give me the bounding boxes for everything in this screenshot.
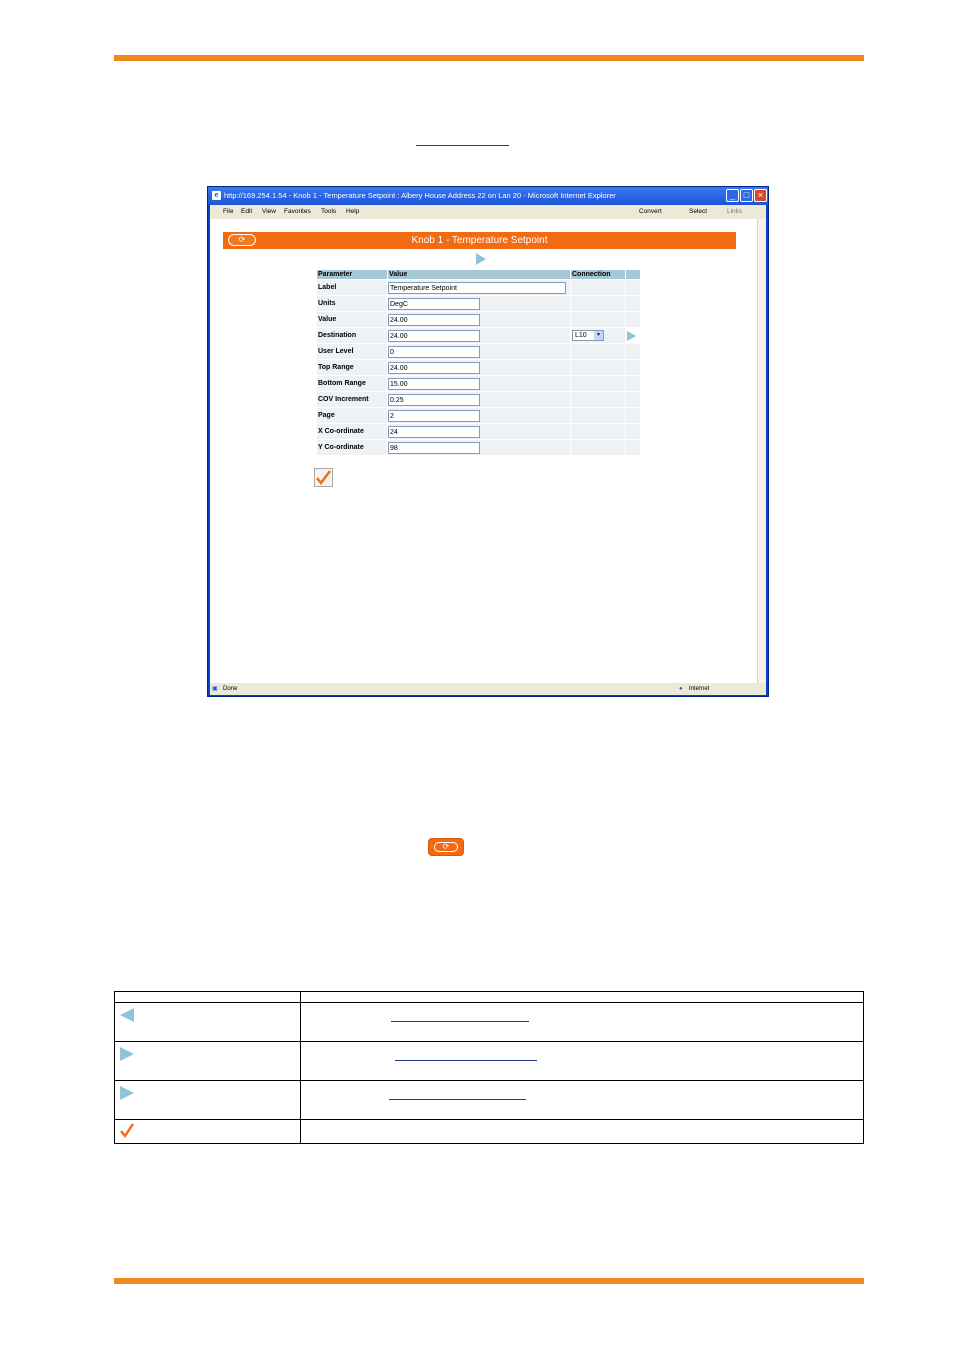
destination-input[interactable]: 24.00 <box>388 330 480 342</box>
checkmark-icon <box>119 1122 135 1138</box>
status-page-icon: ▣ <box>212 686 218 692</box>
legend-row <box>115 1003 864 1042</box>
bottom-range-input[interactable]: 15.00 <box>388 378 480 390</box>
header-extra <box>626 270 640 279</box>
right-arrow-icon <box>119 1085 135 1101</box>
legend-row <box>115 1120 864 1144</box>
refresh-icon[interactable]: ⟳ <box>228 234 256 246</box>
banner-title: Knob 1 - Temperature Setpoint <box>411 235 548 246</box>
table-row <box>317 392 640 407</box>
legend-table <box>114 991 864 1144</box>
table-row <box>317 296 640 311</box>
bottom-accent-rule <box>114 1278 864 1284</box>
table-row <box>317 344 640 359</box>
page-content <box>210 219 766 683</box>
legend-row <box>115 1081 864 1120</box>
right-arrow-icon[interactable] <box>627 331 636 341</box>
menu-help[interactable]: Help <box>346 208 360 215</box>
row-label: Value <box>317 312 387 327</box>
legend-link[interactable] <box>395 1060 537 1061</box>
page-input[interactable]: 2 <box>388 410 480 422</box>
y-coordinate-input[interactable]: 98 <box>388 442 480 454</box>
menu-edit[interactable]: Edit <box>241 208 253 215</box>
vertical-scrollbar[interactable] <box>757 219 766 683</box>
table-row <box>317 408 640 423</box>
right-arrow-icon[interactable] <box>476 253 486 265</box>
row-label: Units <box>317 296 387 311</box>
browser-window <box>207 186 769 697</box>
menu-file[interactable]: File <box>223 208 234 215</box>
menu-favorites[interactable]: Favorites <box>284 208 311 215</box>
checkmark-icon <box>315 469 332 486</box>
row-label: COV Increment <box>317 392 387 407</box>
top-accent-rule <box>114 55 864 61</box>
connection-selected: L10 <box>575 332 587 339</box>
row-label: Page <box>317 408 387 423</box>
refresh-icon: ⟳ <box>428 838 464 856</box>
header-parameter: Parameter <box>317 270 387 279</box>
title-bar <box>208 187 768 205</box>
table-header-row <box>317 270 640 279</box>
table-row <box>317 376 640 391</box>
parameter-table <box>316 269 641 456</box>
label-input[interactable]: Temperature Setpoint <box>388 282 566 294</box>
select-button[interactable]: Select <box>689 208 708 215</box>
legend-link[interactable] <box>391 1021 529 1022</box>
user-level-input[interactable]: 0 <box>388 346 480 358</box>
header-connection: Connection <box>571 270 625 279</box>
menu-bar <box>210 205 766 219</box>
cov-increment-input[interactable]: 0.25 <box>388 394 480 406</box>
menu-tools[interactable]: Tools <box>321 208 337 215</box>
header-value: Value <box>388 270 570 279</box>
page-banner <box>223 232 736 249</box>
table-row <box>317 424 640 439</box>
left-arrow-icon <box>119 1007 135 1023</box>
value-input[interactable]: 24.00 <box>388 314 480 326</box>
table-row <box>317 312 640 327</box>
row-label: Bottom Range <box>317 376 387 391</box>
row-label: Y Co-ordinate <box>317 440 387 455</box>
units-input[interactable]: DegC <box>388 298 480 310</box>
connection-select[interactable] <box>572 330 604 341</box>
globe-icon: ● <box>679 686 683 692</box>
links-label[interactable]: Links <box>727 208 743 215</box>
minimize-button[interactable]: _ <box>726 189 739 202</box>
convert-button[interactable]: Convert <box>639 208 662 215</box>
legend-header-row <box>115 992 864 1003</box>
chevron-down-icon: ▾ <box>594 331 603 340</box>
row-label: Destination <box>317 328 387 343</box>
close-button[interactable]: × <box>754 189 767 202</box>
right-arrow-icon <box>119 1046 135 1062</box>
ie-icon: e <box>212 191 221 200</box>
x-coordinate-input[interactable]: 24 <box>388 426 480 438</box>
submit-button[interactable] <box>314 468 333 487</box>
status-bar <box>210 683 766 695</box>
table-row <box>317 440 640 455</box>
row-label: Label <box>317 280 387 295</box>
table-row <box>317 360 640 375</box>
table-row <box>317 280 640 295</box>
doc-hyperlink[interactable] <box>416 145 509 146</box>
row-label: X Co-ordinate <box>317 424 387 439</box>
zone-text: Internet <box>689 686 710 692</box>
row-label: Top Range <box>317 360 387 375</box>
table-row <box>317 328 640 343</box>
window-title: http://169.254.1.54 - Knob 1 - Temperature Setpoint : Albery House Address 22 on Lan 20 - Microsoft Internet Explorer <box>224 191 616 200</box>
legend-row <box>115 1042 864 1081</box>
menu-view[interactable]: View <box>262 208 276 215</box>
row-label: User Level <box>317 344 387 359</box>
legend-link[interactable] <box>389 1099 526 1100</box>
maximize-button[interactable]: □ <box>740 189 753 202</box>
status-text: Done <box>223 686 238 692</box>
top-range-input[interactable]: 24.00 <box>388 362 480 374</box>
